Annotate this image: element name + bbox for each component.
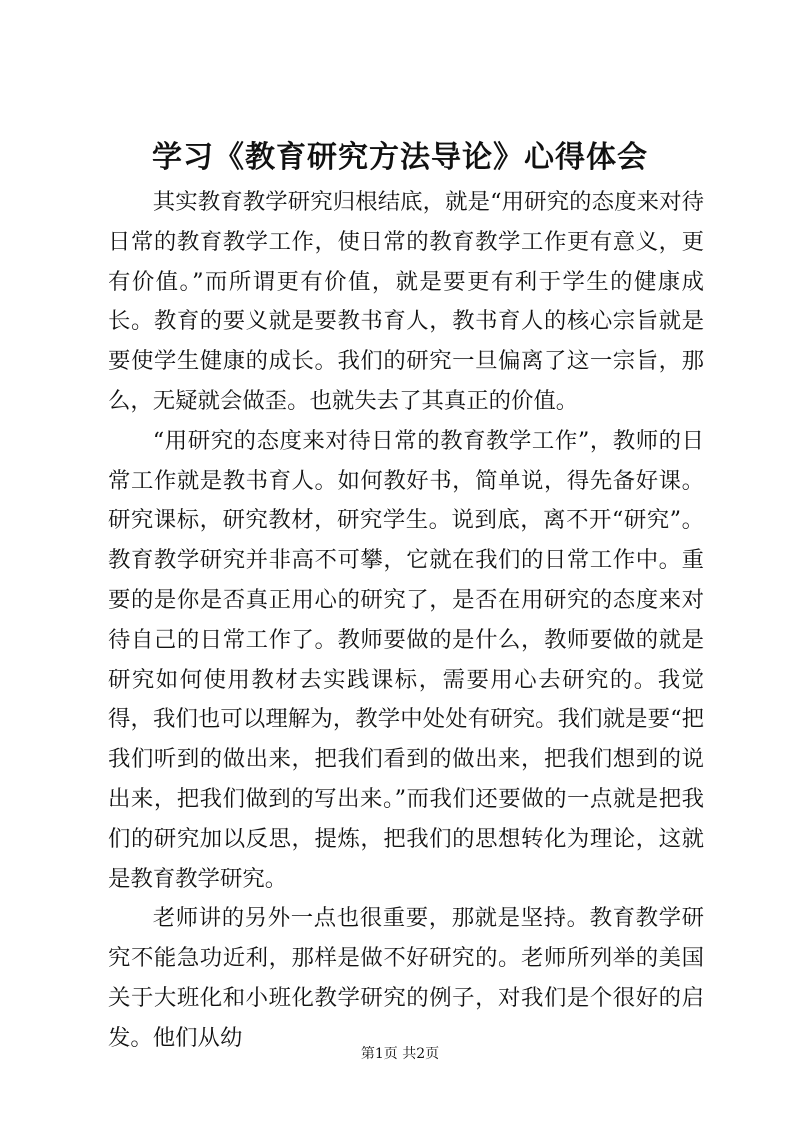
document-body — [108, 183, 704, 1059]
paragraph-3: 老师讲的另外一点也很重要，那就是坚持。教育教学研究不能急功近利，那样是做不好研究的。老师所列举的美国关于大班化和小班化教学研究的例子，对我们是个很好的启发。他们从幼 — [108, 905, 704, 1051]
page-number-footer: 第1页 共2页 — [360, 1046, 440, 1062]
paragraph-1: 其实教育教学研究归根结底，就是“用研究的态度来对待日常的教育教学工作，使日常的教育教学工作更有意义，更有价值。”而所谓更有价值，就是要更有利于学生的健康成长。教育的要义就是要教书育人，教书育人的核心宗旨就是要使学生健康的成长。我们的研究一旦偏离了这一宗旨，那么，无疑就会做歪。也就失去了其真正的价值。 — [108, 189, 704, 414]
paragraph-2: “用研究的态度来对待日常的教育教学工作”，教师的日常工作就是教书育人。如何教好书，简单说，得先备好课。研究课标，研究教材，研究学生。说到底，离不开“研究”。教育教学研究并非高不可攀，它就在我们的日常工作中。重要的是你是否真正用心的研究了，是否在用研究的态度来对待自己的日常工作了。教师要做的是什么，教师要做的就是研究如何使用教材去实践课标，需要用心去研究的。我觉得，我们也可以理解为，教学中处处有研究。我们就是要“把我们听到的做出来，把我们看到的做出来，把我们想到的说出来，把我们做到的写出来。”而我们还要做的一点就是把我们的研究加以反思，提炼，把我们的思想转化为理论，这就是教育教学研究。 — [108, 427, 704, 892]
document-title: 学习《教育研究方法导论》心得体会 — [152, 140, 648, 175]
